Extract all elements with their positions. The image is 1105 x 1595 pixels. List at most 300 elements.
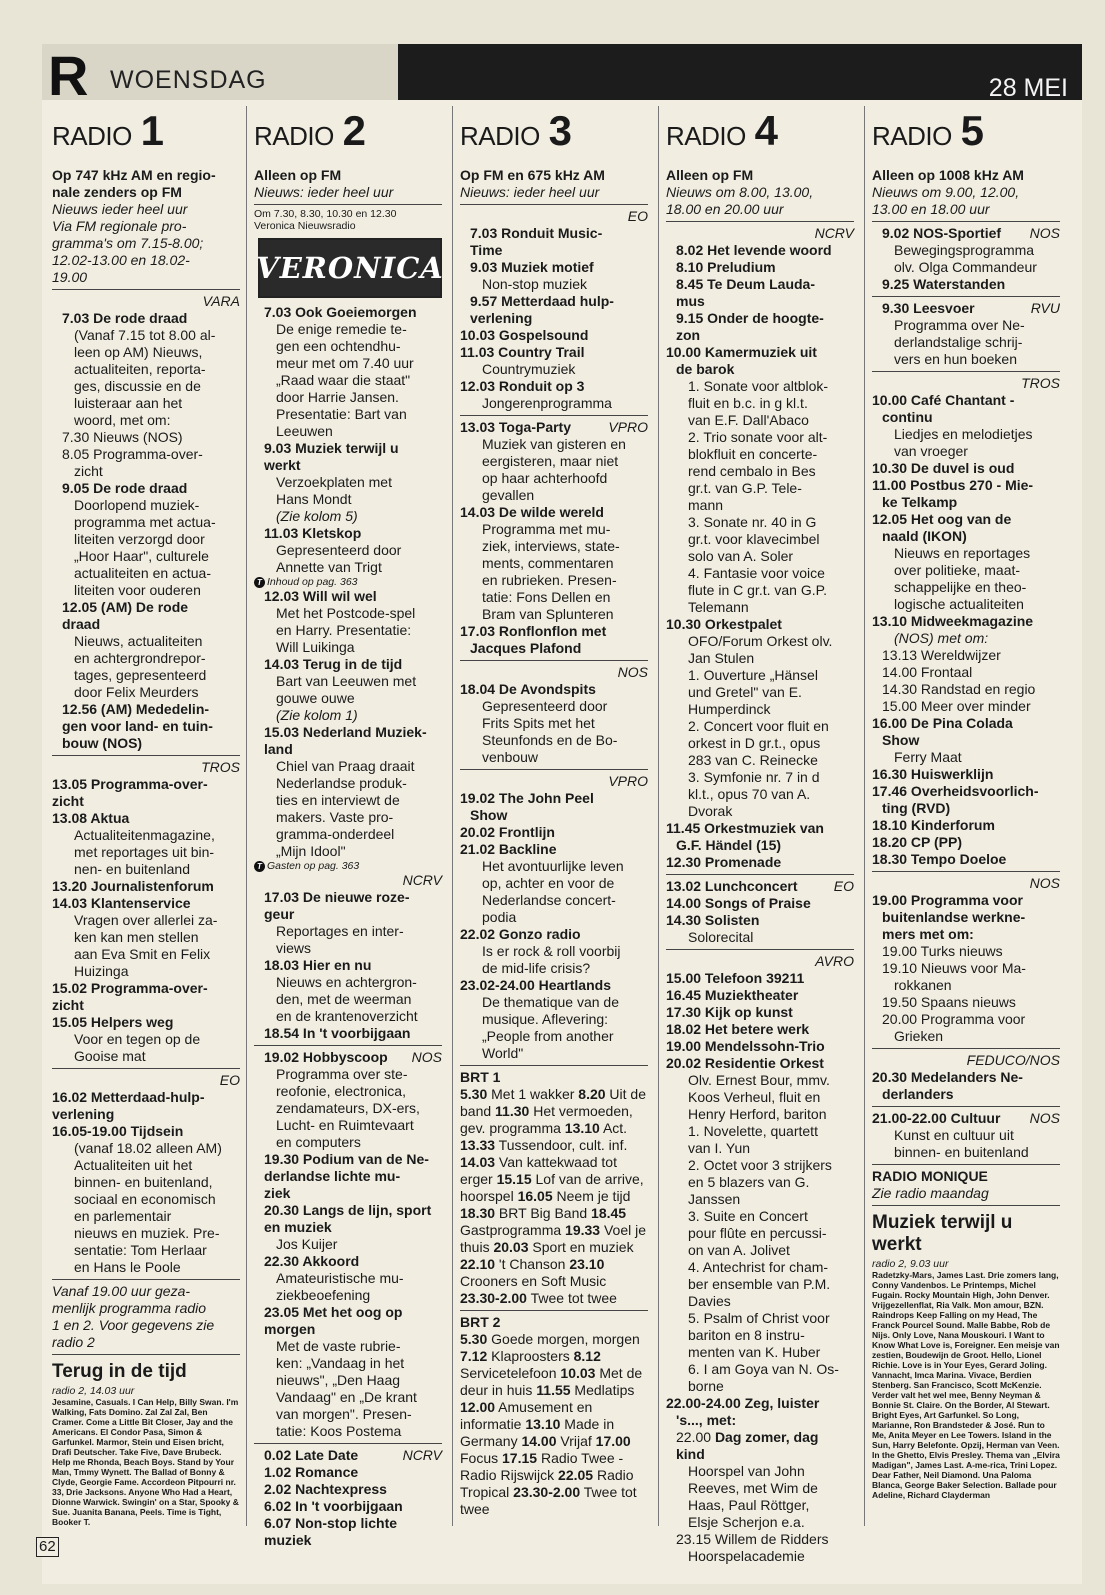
- cross-reference: T Inhoud op pag. 363: [254, 576, 442, 588]
- info-marker-icon: T: [254, 577, 265, 588]
- divider: [666, 221, 854, 222]
- program-text: 4. Antechrist for cham-: [688, 1259, 829, 1275]
- divider: [460, 415, 648, 416]
- program-title: 20.30 Langs de lijn, sport: [264, 1202, 432, 1218]
- program-text: logische actualiteiten: [894, 596, 1024, 612]
- program-text: Vandaag" en „De krant: [276, 1389, 417, 1405]
- program-text: podia: [482, 909, 517, 925]
- program-text: tatie: Koos Postema: [276, 1423, 402, 1439]
- program-item: 20.00 Programma voor: [882, 1011, 1026, 1027]
- program-text: actualiteiten, reporta-: [74, 361, 206, 377]
- program-text: Janssen: [688, 1191, 741, 1207]
- broadcaster-label: NCRV: [402, 872, 442, 888]
- program-title: 13.08 Aktua: [52, 810, 130, 826]
- program-text: 3. Symfonie nr. 7 in d: [688, 769, 820, 785]
- program-text: met reportages uit bin-: [74, 844, 215, 860]
- program-text: en Hans le Poole: [74, 1259, 181, 1275]
- program-text: Nederlandse produk-: [276, 775, 407, 791]
- program-text: gramma-onderdeel: [276, 826, 395, 842]
- program-text: Actualiteitenmagazine,: [74, 827, 215, 843]
- program-title: 17.30 Kijk op kunst: [666, 1004, 793, 1020]
- program-title: 15.03 Nederland Muziek-: [264, 724, 427, 740]
- program-title: 9.25 Waterstanden: [882, 276, 1006, 292]
- program-text: musique. Aflevering:: [482, 1011, 609, 1027]
- program-text: „People from another: [482, 1028, 614, 1044]
- program-title: 7.03 Ronduit Music-: [470, 225, 603, 241]
- program-title: 16.00 De Pina Colada: [872, 715, 1013, 731]
- program-title: 10.30 De duvel is oud: [872, 460, 1015, 476]
- program-text: radio 2: [52, 1334, 95, 1350]
- program-text: 3. Suite en Concert: [688, 1208, 808, 1224]
- program-title: 13.10 Midweekmagazine: [872, 613, 1034, 629]
- program-text: views: [276, 940, 312, 956]
- program-title: 20.30 Medelanders Ne-: [872, 1069, 1023, 1085]
- program-text: (vanaf 18.02 alleen AM): [74, 1140, 222, 1156]
- feature-heading: Terug in de tijd: [52, 1361, 187, 1382]
- program-text: Nieuws ieder heel uur: [52, 201, 188, 217]
- program-text: solo van A. Soler: [688, 548, 794, 564]
- program-text: Nieuws, actualiteiten: [74, 633, 203, 649]
- program-title: 23.05 Met het oog op: [264, 1304, 403, 1320]
- program-title: 18.10 Kinderforum: [872, 817, 995, 833]
- program-title: 12.56 (AM) Mededelin-: [62, 701, 210, 717]
- program-text: Gepresenteerd door: [276, 542, 402, 558]
- program-text: Telemann: [688, 599, 749, 615]
- program-text: en achtergrondrepor-: [74, 650, 206, 666]
- program-text: en de krantenoverzicht: [276, 1008, 418, 1024]
- program-text: on van A. Jolivet: [688, 1242, 790, 1258]
- program-text: actualiteiten en actua-: [74, 565, 211, 581]
- program-text: Vragen over allerlei za-: [74, 912, 218, 928]
- program-text: Davies: [688, 1293, 731, 1309]
- program-title: RADIO MONIQUE: [872, 1168, 988, 1184]
- program-title: morgen: [264, 1321, 316, 1337]
- program-text: Chiel van Praag draait: [276, 758, 415, 774]
- divider: [872, 1106, 1060, 1107]
- program-title: 17.03 De nieuwe roze-: [264, 889, 410, 905]
- program-title: 23.02-24.00 Heartlands: [460, 977, 611, 993]
- program-text: op haar achterhoofd: [482, 470, 608, 486]
- program-title: 11.00 Postbus 270 - Mie-: [872, 477, 1034, 493]
- program-title: draad: [62, 616, 101, 632]
- program-title: 8.10 Preludium: [676, 259, 776, 275]
- program-title: Show: [882, 732, 920, 748]
- program-text: nieuws en muziek. Pre-: [74, 1225, 220, 1241]
- feature-subheading: radio 2, 14.03 uur: [52, 1385, 135, 1397]
- program-title: Alleen op FM: [666, 167, 754, 183]
- program-item: 9.02 NOS-Sportief NOS: [882, 225, 1060, 241]
- program-text: tatie: Fons Dellen en: [482, 589, 611, 605]
- program-text: liteiten verzorgd door: [74, 531, 205, 547]
- program-text: Haas, Paul Röttger,: [688, 1497, 810, 1513]
- program-title: nale zenders op FM: [52, 184, 182, 200]
- divider: [460, 660, 648, 661]
- program-text: De enige remedie te-: [276, 321, 407, 337]
- program-title: land: [264, 741, 293, 757]
- program-text: Nieuws en reportages: [894, 545, 1031, 561]
- program-title: Op 747 kHz AM en regio-: [52, 167, 216, 183]
- divider: [460, 769, 648, 770]
- broadcaster-label: EO: [627, 208, 648, 224]
- program-title: 11.45 Orkestmuziek van: [666, 820, 824, 836]
- program-text: Met de vaste rubrie-: [276, 1338, 401, 1354]
- program-text: kl.t., opus 70 van A.: [688, 786, 811, 802]
- program-text: Vanaf 19.00 uur geza-: [52, 1283, 191, 1299]
- page-number: 62: [36, 1537, 59, 1557]
- program-title: 15.00 Telefoon 39211: [666, 970, 805, 986]
- program-title: 15.02 Programma-over-: [52, 980, 208, 996]
- program-text: Hans Mondt: [276, 491, 352, 507]
- radio-heading: RADIO 3: [460, 107, 572, 154]
- program-text: 8.05 Programma-over-: [62, 446, 203, 462]
- divider: [460, 1310, 648, 1311]
- program-paragraph: 5.30 Met 1 wakker 8.20 Uit de band 11.30 Het vermoeden, gev. programma 13.10 Act. 13.33 Tussendoor, cult. inf. 14.03 Van kattekwaad tot erger 15.15 Lof van de arrive, hoorspel 16.05 Neem je tijd 18.30 BRT Big Band 18.45 Gastprogramma 19.33 Voel je thuis 20.03 Sport en muziek 22.10 't Chanson 23.10 Crooners en Soft Music 23.30-2.00 Twee tot twee: [460, 1086, 647, 1306]
- program-title: 2.02 Nachtexpress: [264, 1481, 387, 1497]
- program-title: verlening: [52, 1106, 115, 1122]
- program-text: 1 en 2. Voor gegevens zie: [52, 1317, 215, 1333]
- program-title: 10.03 Gospelsound: [460, 327, 589, 343]
- program-text: 2. Trio sonate voor alt-: [688, 429, 828, 445]
- date-label: 28 MEI: [988, 74, 1068, 102]
- program-text: orkest in D gr.t., opus: [688, 735, 821, 751]
- program-text: Jongerenprogramma: [482, 395, 612, 411]
- program-text: Nieuws en achtergron-: [276, 974, 417, 990]
- program-title: verlening: [470, 310, 533, 326]
- program-title: ke Telkamp: [882, 494, 958, 510]
- program-text: „Mijn Idool": [276, 843, 346, 859]
- program-text: rend cembalo in Bes: [688, 463, 816, 479]
- program-text: binnen- en buitenland: [894, 1144, 1029, 1160]
- program-text: 19.00: [52, 269, 88, 285]
- divider: [52, 289, 240, 290]
- program-text: programma met actua-: [74, 514, 216, 530]
- program-title: 21.02 Backline: [460, 841, 557, 857]
- program-title: 10.00 Café Chantant -: [872, 392, 1015, 408]
- program-text: leen op AM) Nieuws,: [74, 344, 203, 360]
- program-text: sociaal en economisch: [74, 1191, 216, 1207]
- program-text: Jos Kuijer: [276, 1236, 338, 1252]
- program-text: gr.t. van G.P. Tele-: [688, 480, 802, 496]
- program-item: 19.02 Hobbyscoop NOS: [264, 1049, 442, 1065]
- program-title: 6.02 In 't voorbijgaan: [264, 1498, 403, 1514]
- radio-heading: RADIO 2: [254, 107, 366, 154]
- program-title: zicht: [52, 793, 84, 809]
- program-text: olv. Olga Commandeur: [894, 259, 1037, 275]
- program-title: 20.02 Frontlijn: [460, 824, 555, 840]
- program-title: 16.02 Metterdaad-hulp-: [52, 1089, 205, 1105]
- program-text: ziekbeoefening: [276, 1287, 371, 1303]
- program-item: 22.00 Dag zomer, dag: [676, 1429, 819, 1445]
- divider: [254, 1443, 442, 1444]
- playlist-text: Radetzky-Mars, James Last. Drie zomers lang, Conny Vandenbos. Le Printemps, Michel Fugain. Rocky Mountain High, John Denver. Vrijgezellenflat, Ria Valk. Mon amour, BZN. Raindrops Keep Falling on my Head, The Franck Pourcel Sound. Malle Babbe, Rob de Nijs. Only Love, Nana Mouskouri. I Want to Know What Love is, Foreigner. Een meisje van zestien, Boudewijn de Groot. Hello, Lionel Richie. Love is in Your Eyes, Gerard Joling. Vannacht, Imca Marina. Vivace, Berdien Stenberg. San Francisco, Scott McKenzie. Verder valt het wel mee, Benny Neyman & Bonnie St. Claire. On the Border, Al Stewart. Bright Eyes, Art Garfunkel. So Long, Marianne, Ron Brandsteder & José. Run to Me, Anita Meyer en Lee Towers. Island in the Sun, Harry Belefonte. Opzij, Herman van Veen. In the Ghetto, Elvis Presley. Thema van „Elvira Madigan", James Last. A-me-rica, Trini Lopez. Dear Father, Neil Diamond. Una Paloma Blanca, George Baker Selection. Ballade pour Adeline, Richard Clayderman: [872, 1270, 1060, 1500]
- column-radio-4: [662, 106, 858, 1564]
- program-text: Humperdinck: [688, 701, 771, 717]
- program-title: 18.03 Hier en nu: [264, 957, 372, 973]
- program-text: 1. Ouverture „Hänsel: [688, 667, 818, 683]
- program-text: schappelijke en theo-: [894, 579, 1027, 595]
- program-text: 2. Concert voor fluit en: [688, 718, 829, 734]
- program-text: en Harry. Presentatie:: [276, 622, 412, 638]
- program-title: 10.00 Kamermuziek uit: [666, 344, 817, 360]
- program-text: aan Eva Smit en Felix: [74, 946, 211, 962]
- program-title: zicht: [52, 997, 84, 1013]
- divider: [460, 1065, 648, 1066]
- program-text: Lucht- en Ruimtevaart: [276, 1117, 414, 1133]
- program-text: eergisteren, maar niet: [482, 453, 619, 469]
- program-title: 9.03 Muziek terwijl u: [264, 440, 399, 456]
- cross-reference: T Gasten op pag. 363: [254, 860, 442, 872]
- program-text: de mid-life crisis?: [482, 960, 591, 976]
- program-text: Programma over ste-: [276, 1066, 408, 1082]
- divider: [52, 755, 240, 756]
- program-text: Actualiteiten uit het: [74, 1157, 193, 1173]
- program-text: Zie radio maandag: [872, 1185, 989, 1201]
- program-text: „Raad waar die staat": [276, 372, 411, 388]
- program-title: 12.05 Het oog van de: [872, 511, 1012, 527]
- program-item: 14.00 Frontaal: [882, 664, 973, 680]
- program-text: Will Luikinga: [276, 639, 355, 655]
- broadcaster-label: EO: [219, 1072, 240, 1088]
- program-title: 15.05 Helpers weg: [52, 1014, 174, 1030]
- program-item: 19.00 Turks nieuws: [882, 943, 1003, 959]
- program-text: gen een ochtendhu-: [276, 338, 401, 354]
- program-title: 14.00 Songs of Praise: [666, 895, 811, 911]
- program-title: 12.03 Ronduit op 3: [460, 378, 585, 394]
- program-title: zon: [676, 327, 701, 343]
- program-text: Doorlopend muziek-: [74, 497, 200, 513]
- program-text: venbouw: [482, 749, 539, 765]
- broadcaster-label: AVRO: [815, 953, 854, 969]
- program-title: 12.30 Promenade: [666, 854, 782, 870]
- program-title: 9.15 Onder de hoogte-: [676, 310, 824, 326]
- program-title: 18.04 De Avondspits: [460, 681, 596, 697]
- broadcaster-label: NOS: [617, 664, 648, 680]
- divider: [666, 949, 854, 950]
- broadcaster-label: FEDUCO/NOS: [966, 1052, 1060, 1068]
- program-text: Met het Postcode-spel: [276, 605, 416, 621]
- program-title: 19.02 The John Peel: [460, 790, 594, 806]
- program-title: 10.30 Orkestpalet: [666, 616, 782, 632]
- feature-subheading: radio 2, 9.03 uur: [872, 1258, 949, 1270]
- program-text: und Gretel" van E.: [688, 684, 802, 700]
- program-title: 13.05 Programma-over-: [52, 776, 208, 792]
- program-text: De thematique van de: [482, 994, 619, 1010]
- program-text: flute in C gr.t. van G.P.: [688, 582, 828, 598]
- divider: [460, 204, 648, 205]
- program-text: van vroeger: [894, 443, 968, 459]
- program-title: 20.02 Residentie Orkest: [666, 1055, 824, 1071]
- program-title: 22.30 Akkoord: [264, 1253, 360, 1269]
- program-text: Voor en tegen op de: [74, 1031, 201, 1047]
- program-text: door Harrie Jansen.: [276, 389, 399, 405]
- program-text: Het avontuurlijke leven: [482, 858, 624, 874]
- program-item: 0.02 Late Date NCRV: [264, 1447, 442, 1463]
- note-line: Veronica Nieuwsradio: [254, 220, 356, 232]
- program-title: 9.57 Metterdaad hulp-: [470, 293, 614, 309]
- program-text: gramma's om 7.15-8.00;: [52, 235, 204, 251]
- program-text: op, achter en voor de: [482, 875, 615, 891]
- program-text: blokfluit en concerte-: [688, 446, 818, 462]
- program-text: Bewegingsprogramma: [894, 242, 1035, 258]
- program-title: 8.02 Het levende woord: [676, 242, 832, 258]
- program-title: 16.45 Muziektheater: [666, 987, 799, 1003]
- program-text: Ferry Maat: [894, 749, 962, 765]
- program-text: Jan Stulen: [688, 650, 755, 666]
- program-text: ges, discussie en de: [74, 378, 201, 394]
- program-title: 16.30 Huiswerklijn: [872, 766, 994, 782]
- program-text: Henry Herford, bariton: [688, 1106, 827, 1122]
- program-text: Olv. Ernest Bour, mmv.: [688, 1072, 830, 1088]
- program-text: Liedjes en melodietjes: [894, 426, 1033, 442]
- program-text: 7.30 Nieuws (NOS): [62, 429, 183, 445]
- program-text: ken: „Vandaag in het: [276, 1355, 405, 1371]
- program-text: makers. Vaste pro-: [276, 809, 394, 825]
- program-text: derlandstalige schrij-: [894, 334, 1023, 350]
- program-title: 22.00-24.00 Zeg, luister: [666, 1395, 820, 1411]
- program-text: Presentatie: Bart van: [276, 406, 407, 422]
- program-text: Hoorspel van John: [688, 1463, 805, 1479]
- program-text: gr.t. voor klavecimbel: [688, 531, 820, 547]
- column-radio-1: [48, 106, 244, 1526]
- program-title: geur: [264, 906, 295, 922]
- program-title: buitenlandse werkne-: [882, 909, 1026, 925]
- program-text: Programma met mu-: [482, 521, 611, 537]
- program-text: en computers: [276, 1134, 361, 1150]
- program-text: „Hoor Haar", culturele: [74, 548, 209, 564]
- program-text: Annette van Trigt: [276, 559, 382, 575]
- program-title: 14.03 De wilde wereld: [460, 504, 604, 520]
- program-text: mann: [688, 497, 724, 513]
- info-marker-icon: T: [254, 861, 265, 872]
- radio-heading: RADIO 5: [872, 107, 984, 154]
- program-text: van morgen". Presen-: [276, 1406, 412, 1422]
- program-title: kind: [676, 1446, 705, 1462]
- program-title: werkt: [264, 457, 301, 473]
- program-text: gevallen: [482, 487, 535, 503]
- program-text: vers en hun boeken: [894, 351, 1017, 367]
- column-radio-2: [250, 106, 446, 1548]
- program-text: (NOS) met om:: [894, 630, 989, 646]
- program-title: 17.03 Ronflonflon met: [460, 623, 607, 639]
- divider: [872, 296, 1060, 297]
- program-title: 19.00 Mendelssohn-Trio: [666, 1038, 825, 1054]
- veronica-logo: VERONICA: [258, 238, 442, 298]
- program-title: 14.03 Terug in de tijd: [264, 656, 403, 672]
- program-text: Hoorspelacademie: [688, 1548, 805, 1564]
- program-text: Reportages en inter-: [276, 923, 404, 939]
- program-text: gouwe ouwe: [276, 690, 355, 706]
- program-item: 13.13 Wereldwijzer: [882, 647, 1001, 663]
- program-title: ting (RVD): [882, 800, 951, 816]
- divider: [254, 204, 442, 205]
- program-paragraph: 5.30 Goede morgen, morgen 7.12 Klaproosters 8.12 Servicetelefoon 10.03 Met de deur in huis 11.55 Medlatips 12.00 Amusement en informatie 13.10 Made in Germany 14.00 Vrijaf 17.00 Focus 17.15 Radio Twee - Radio Rijswijck 22.05 Radio Tropical 23.30-2.00 Twee tot twee: [460, 1331, 643, 1517]
- program-text: fluit en b.c. in g kl.t.: [688, 395, 808, 411]
- program-text: Leeuwen: [276, 423, 333, 439]
- program-title: 14.03 Klantenservice: [52, 895, 191, 911]
- program-title: mers met om:: [882, 926, 974, 942]
- program-text: en parlementair: [74, 1208, 172, 1224]
- program-text: Reeves, met Wim de: [688, 1480, 818, 1496]
- program-title: bouw (NOS): [62, 735, 143, 751]
- column-radio-5: [868, 106, 1064, 1526]
- column-radio-3: [456, 106, 652, 1526]
- program-text: (Zie kolom 1): [276, 707, 358, 723]
- broadcaster-label: NOS: [1029, 875, 1060, 891]
- program-text: 2. Octet voor 3 strijkers: [688, 1157, 832, 1173]
- program-text: Nieuws: ieder heel uur: [254, 184, 394, 200]
- program-title: ziek: [264, 1185, 291, 1201]
- program-title: 16.05-19.00 Tijdsein: [52, 1123, 184, 1139]
- program-text: ziek, interviews, state-: [482, 538, 620, 554]
- program-item: 15.00 Meer over minder: [882, 698, 1031, 714]
- divider: [52, 1354, 240, 1355]
- program-title: naald (IKON): [882, 528, 967, 544]
- program-text: 4. Fantasie voor voice: [688, 565, 825, 581]
- program-title: 7.03 De rode draad: [62, 310, 188, 326]
- program-title: 11.03 Kletskop: [264, 525, 362, 541]
- program-item: 14.30 Randstad en regio: [882, 681, 1036, 697]
- program-title: continu: [882, 409, 933, 425]
- divider: [872, 1205, 1060, 1206]
- program-title: 's..., met:: [676, 1412, 737, 1428]
- program-text: sentatie: Tom Herlaar: [74, 1242, 207, 1258]
- program-text: binnen- en buitenland,: [74, 1174, 213, 1190]
- program-text: Is er rock & roll voorbij: [482, 943, 621, 959]
- program-text: luisteraar aan het: [74, 395, 183, 411]
- program-text: ties en interviewt de: [276, 792, 400, 808]
- program-text: Gooise mat: [74, 1048, 146, 1064]
- program-text: Koos Verheul, fluit en: [688, 1089, 821, 1105]
- program-title: 22.02 Gonzo radio: [460, 926, 581, 942]
- program-title: 12.05 (AM) De rode: [62, 599, 189, 615]
- program-text: Huizinga: [74, 963, 129, 979]
- program-text: Nieuws: ieder heel uur: [460, 184, 600, 200]
- program-text: 13.00 en 18.00 uur: [872, 201, 990, 217]
- program-text: en rubrieken. Presen-: [482, 572, 617, 588]
- program-title: gen voor land- en tuin-: [62, 718, 213, 734]
- program-title: 7.03 Ook Goeiemorgen: [264, 304, 417, 320]
- program-text: en 5 blazers van G.: [688, 1174, 810, 1190]
- program-title: 8.45 Te Deum Lauda-: [676, 276, 816, 292]
- program-title: 13.20 Journalistenforum: [52, 878, 214, 894]
- program-title: 18.20 CP (PP): [872, 834, 963, 850]
- header-bar: [42, 44, 1082, 107]
- program-text: Non-stop muziek: [482, 276, 588, 292]
- program-item: 19.10 Nieuws voor Ma-: [882, 960, 1026, 976]
- program-text: ber ensemble van P.M.: [688, 1276, 831, 1292]
- program-text: 3. Sonate nr. 40 in G: [688, 514, 817, 530]
- program-title: 18.30 Tempo Doeloe: [872, 851, 1007, 867]
- program-text: zendamateurs, DX-ers,: [276, 1100, 420, 1116]
- program-text: rokkanen: [894, 977, 952, 993]
- program-title: en muziek: [264, 1219, 332, 1235]
- program-text: Frits Spits met het: [482, 715, 595, 731]
- program-text: Gepresenteerd door: [482, 698, 608, 714]
- program-title: mus: [676, 293, 705, 309]
- program-text: 12.02-13.00 en 18.02-: [52, 252, 190, 268]
- feature-heading: Muziek terwijl u werkt: [872, 1212, 1013, 1255]
- playlist-text: Jesamine, Casuals. I Can Help, Billy Swan. I'm Walking, Fats Domino. Zal Zal Zal, Ben Cramer. Come a Little Bit Closer, Jay and the Americans. El Condor Pasa, Simon & Garfunkel. Marmor, Stein und Eisen bricht, Drafi Deutscher. Take Five, Dave Brubeck. Help me Rhonda, Beach Boys. Stand by Your Man, Tmmy Wynett. The Ballad of Bonny & Clyde, Georgie Fame. Accordeon Pitpourri nr. 33, Drie Jacksons. Anyone Who Had a Heart, Dionne Warwick. Swingin' on a Star, Spooky & Sue. Juanita Banana, Peels. Time is Tight, Booker T.: [52, 1397, 239, 1527]
- program-title: 19.00 Programma voor: [872, 892, 1023, 908]
- broadcaster-label: VARA: [202, 293, 240, 309]
- program-text: Nieuws om 9.00, 12.00,: [872, 184, 1020, 200]
- program-text: van I. Yun: [688, 1140, 751, 1156]
- program-item: 13.02 Lunchconcert EO: [666, 878, 854, 894]
- program-title: 11.03 Country Trail: [460, 344, 585, 360]
- program-title: Show: [470, 807, 508, 823]
- program-text: Bart van Leeuwen met: [276, 673, 417, 689]
- divider: [52, 1279, 240, 1280]
